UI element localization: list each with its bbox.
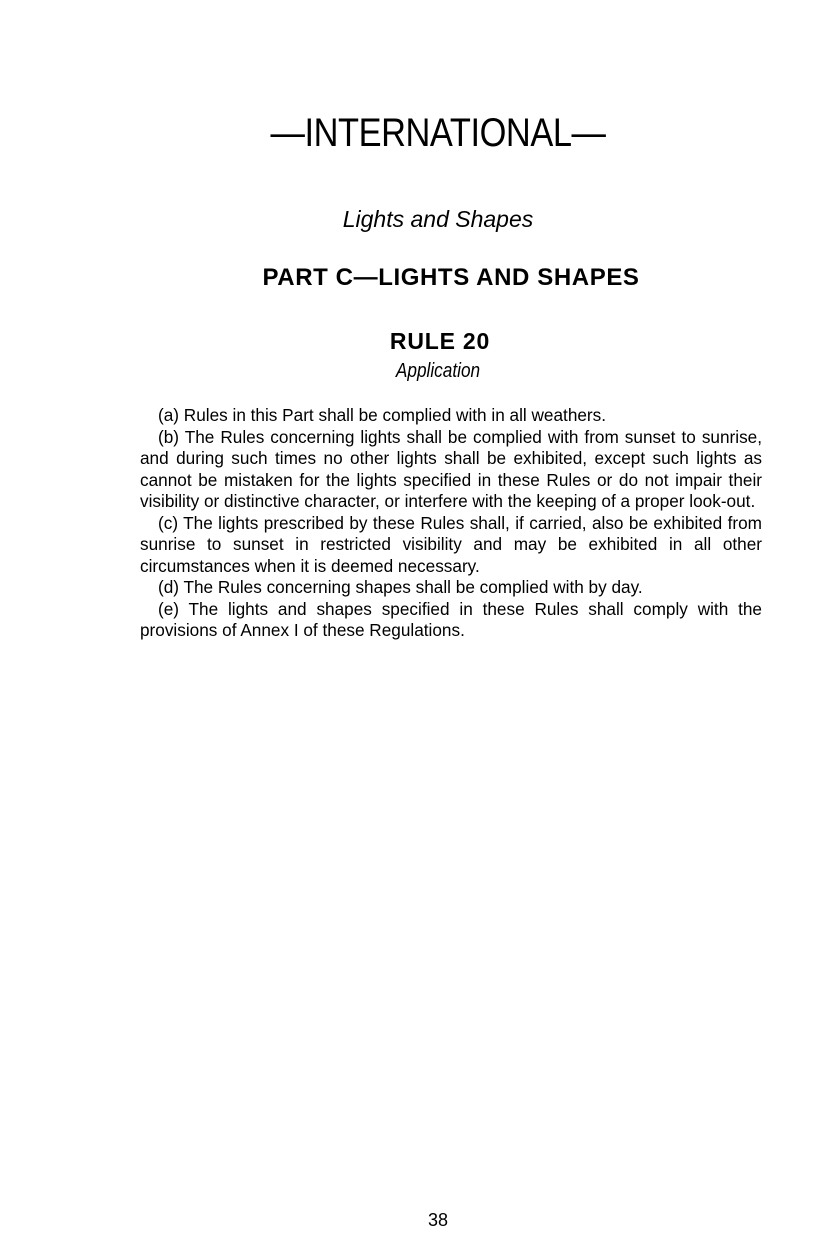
- paragraph-b: (b) The Rules concerning lights shall be complied with from sunset to sunrise, and during such times no other lights shall be exhibited, except such lights as cannot be mistaken for the lights specified in these Rules or do not impair their visibility or distinctive character, or interfere with the keeping of a proper look-out.: [140, 426, 762, 511]
- rule-heading: Application: [395, 360, 481, 382]
- rule-number: RULE 20: [389, 328, 491, 354]
- part-title: PART C—LIGHTS AND SHAPES: [262, 264, 640, 291]
- paragraph-d: (d) The Rules concerning shapes shall be complied with by day.: [158, 577, 643, 597]
- paragraph-a: (a) Rules in this Part shall be complied with in all weathers.: [158, 405, 607, 425]
- rule-body: [140, 405, 762, 642]
- page-number: 38: [427, 1210, 449, 1230]
- paragraph-c: (c) The lights prescribed by these Rules shall, if carried, also be exhibited from sunrise to sunset in restricted visibility and may be exhibited in all other circumstances when it is deemed necessary.: [140, 512, 762, 576]
- paragraph-e: (e) The lights and shapes specified in these Rules shall comply with the provisions of Annex I of these Regulations.: [140, 598, 762, 640]
- section-subtitle: Lights and Shapes: [342, 206, 534, 232]
- running-header: —INTERNATIONAL—: [270, 111, 606, 155]
